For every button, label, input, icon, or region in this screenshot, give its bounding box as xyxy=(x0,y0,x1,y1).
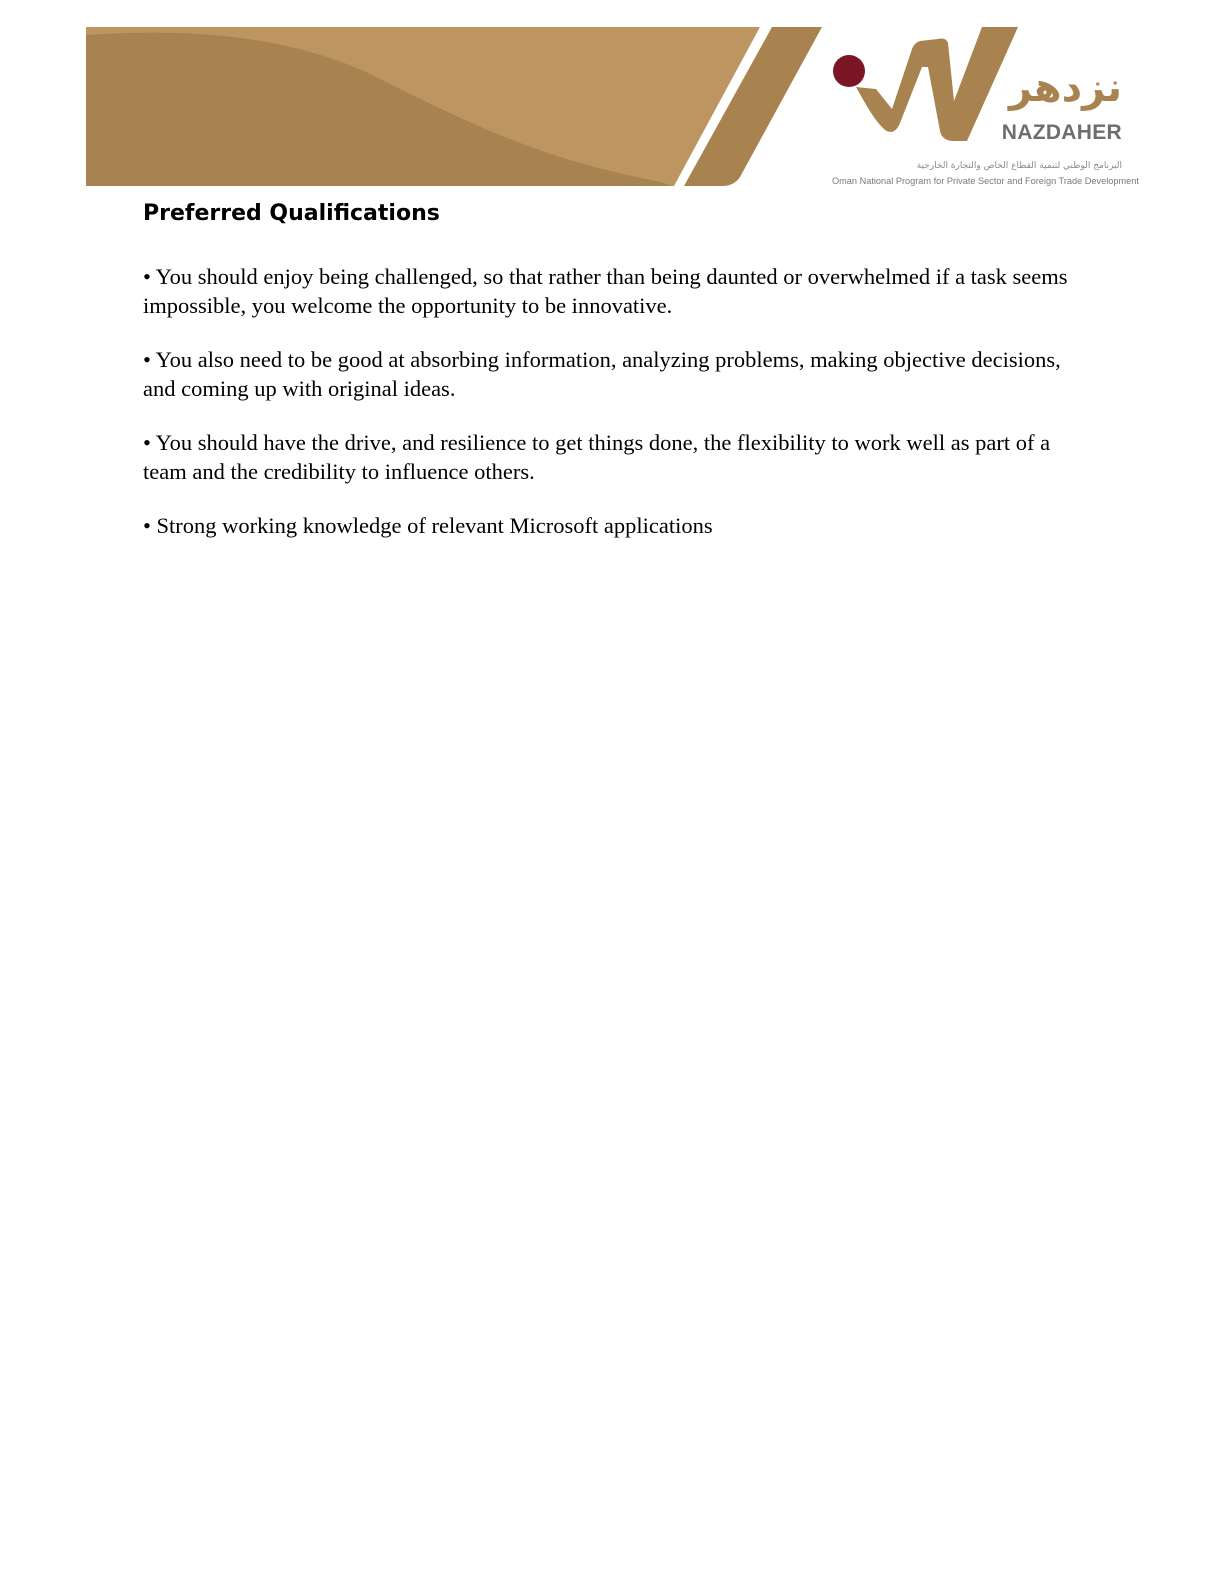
qualification-item: • You should enjoy being challenged, so that rather than being daunted or overwhelmed if a task seems impossible, you welcome the opportunity to be innovative. xyxy=(143,264,1068,318)
document-body xyxy=(143,198,1083,567)
header-banner xyxy=(86,27,836,186)
brand-name-arabic: نزدهر xyxy=(1008,65,1122,111)
tagline-arabic: البرنامج الوطني لتنمية القطاع الخاص والتجارة الخارجية xyxy=(916,161,1122,171)
qualifications-list xyxy=(143,263,1083,541)
qualification-item: • Strong working knowledge of relevant Microsoft applications xyxy=(143,513,713,538)
tagline-english: Oman National Program for Private Sector and Foreign Trade Development xyxy=(832,176,1139,186)
section-heading: Preferred Qualifications xyxy=(143,201,440,226)
brand-name-english: NAZDAHER xyxy=(1001,121,1122,144)
qualification-item: • You also need to be good at absorbing information, analyzing problems, making objective decisions, and coming up with original ideas. xyxy=(143,347,1061,401)
qualification-item: • You should have the drive, and resilience to get things done, the flexibility to work well as part of a team and the credibility to influence others. xyxy=(143,430,1051,484)
